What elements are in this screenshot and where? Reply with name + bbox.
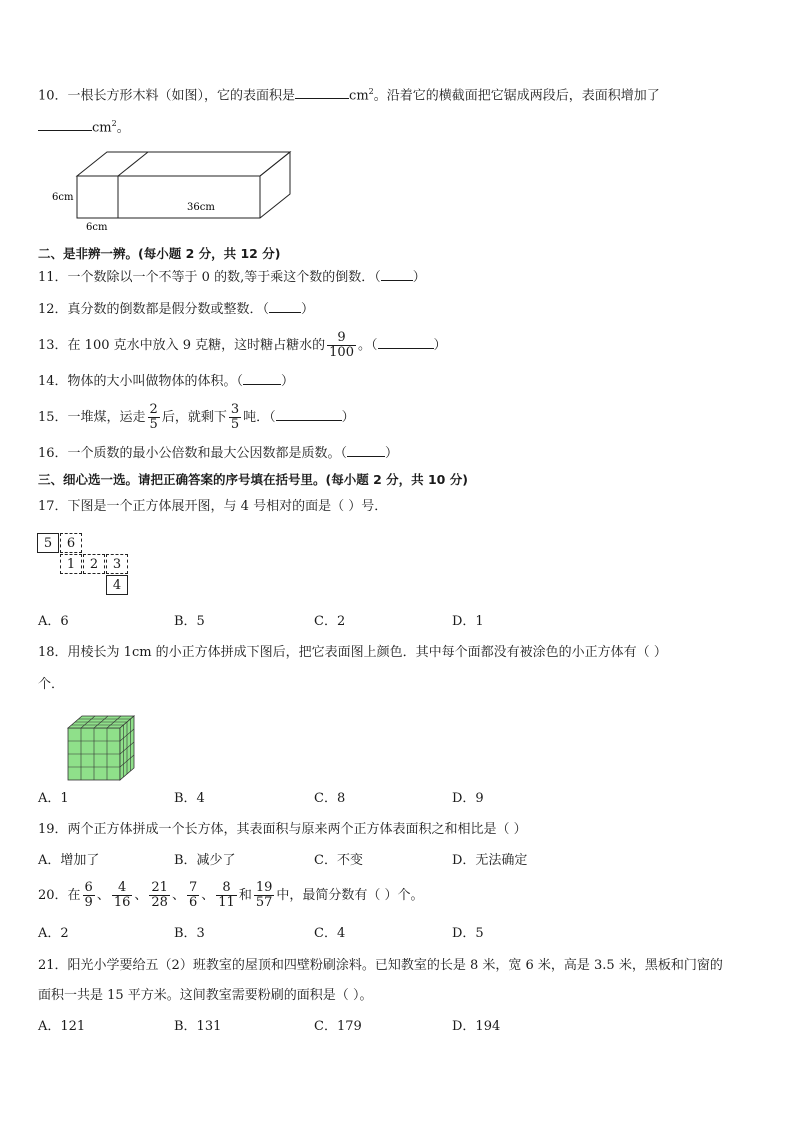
q18-cube-figure xyxy=(66,714,140,782)
box-top-face xyxy=(77,152,290,176)
q11-answer-blank[interactable] xyxy=(381,268,413,281)
question-21-line2: 面积一共是 15 平方米。这间教室需要粉刷的面积是（ ）。 xyxy=(38,988,373,1003)
q20-sep: 、 xyxy=(171,888,185,903)
q20-option-a[interactable]: A．2 xyxy=(38,926,69,941)
q12-close: ） xyxy=(301,302,315,317)
question-10-line1 xyxy=(38,82,660,106)
box-edge-top xyxy=(118,152,148,176)
q15-fraction-2 xyxy=(229,403,241,432)
question-18-line2: 个． xyxy=(38,677,65,692)
q18-option-c[interactable]: C．8 xyxy=(314,791,346,806)
question-13 xyxy=(38,330,447,362)
net-face: 2 xyxy=(83,554,105,574)
q19-options xyxy=(38,851,758,871)
section-3-heading: 三、细心选一选。请把正确答案的序号填在括号里。(每小题 2 分，共 10 分) xyxy=(38,472,468,487)
q20-option-c[interactable]: C．4 xyxy=(314,926,346,941)
q20-options xyxy=(38,924,758,944)
q18-options xyxy=(38,789,758,809)
q16-text: 16．一个质数的最小公倍数和最大公因数都是质数。（ xyxy=(38,446,348,461)
q13-text-a: 13．在 100 克水中放入 9 克糖，这时糖占糖水的 xyxy=(38,338,326,353)
q20-frac-num: 7 xyxy=(188,880,198,895)
q17-option-b[interactable]: B．5 xyxy=(174,614,205,629)
q21-option-a[interactable]: A．121 xyxy=(38,1019,86,1034)
question-21-line1: 21．阳光小学要给五（2）班教室的屋顶和四壁粉刷涂料。已知教室的长是 8 米，宽 6 米，高是 3.5 米，黑板和门窗的 xyxy=(38,958,723,973)
q20-frac-num: 4 xyxy=(117,880,127,895)
q16-close: ） xyxy=(385,446,399,461)
q13-frac-den: 100 xyxy=(329,345,354,360)
q13-close: ） xyxy=(433,338,447,353)
q10-unit-exp-1: 2 xyxy=(368,87,374,96)
q19-option-a[interactable]: A．增加了 xyxy=(38,853,100,868)
q20-text-b: 中，最简分数有（ ）个。 xyxy=(276,888,424,903)
question-19: 19．两个正方体拼成一个长方体，其表面积与原来两个正方体表面积之和相比是（ ） xyxy=(38,822,527,837)
net-face: 3 xyxy=(106,554,128,574)
q17-option-c[interactable]: C．2 xyxy=(314,614,346,629)
q19-option-b[interactable]: B．减少了 xyxy=(174,853,236,868)
q15-frac2-num: 3 xyxy=(230,402,240,417)
q20-fraction xyxy=(216,881,237,910)
q17-option-d[interactable]: D．1 xyxy=(452,614,484,629)
q15-frac1-den: 5 xyxy=(149,417,158,432)
q15-close: ） xyxy=(341,410,355,425)
q13-text-b: 。（ xyxy=(357,338,378,353)
q11-text: 11．一个数除以一个不等于 0 的数,等于乘这个数的倒数．（ xyxy=(38,270,381,285)
q20-sep: 、 xyxy=(201,888,215,903)
q18-option-a[interactable]: A．1 xyxy=(38,791,69,806)
q20-frac-den: 28 xyxy=(151,895,168,910)
q10-answer-blank-2[interactable] xyxy=(38,116,92,131)
box-width-label: 6cm xyxy=(86,222,108,233)
q16-answer-blank[interactable] xyxy=(347,444,385,457)
q20-sep: 、 xyxy=(96,888,110,903)
q20-fraction xyxy=(149,881,170,910)
q21-option-d[interactable]: D．194 xyxy=(452,1019,501,1034)
q18-option-b[interactable]: B．4 xyxy=(174,791,205,806)
q20-and: 和 xyxy=(238,888,252,903)
question-11 xyxy=(38,268,426,288)
net-face: 6 xyxy=(60,533,82,553)
net-face: 4 xyxy=(106,575,128,595)
q20-frac-den: 6 xyxy=(188,895,198,910)
box-length-label: 36cm xyxy=(187,202,215,213)
q13-fraction xyxy=(327,331,356,360)
net-face: 5 xyxy=(37,533,59,553)
question-12 xyxy=(38,300,314,320)
q20-frac-den: 57 xyxy=(255,895,273,910)
q15-text-c: 吨．（ xyxy=(243,410,276,425)
q20-frac-num: 21 xyxy=(151,880,168,895)
q21-option-b[interactable]: B．131 xyxy=(174,1019,222,1034)
question-16 xyxy=(38,444,398,464)
question-14 xyxy=(38,372,294,392)
q20-frac-num: 8 xyxy=(222,880,231,895)
q19-option-c[interactable]: C．不变 xyxy=(314,853,363,868)
question-18-line1: 18．用棱长为 1cm 的小正方体拼成下图后，把它表面图上颜色．其中每个面都没有被涂色的小正方体有（ ） xyxy=(38,645,667,660)
q14-close: ） xyxy=(281,374,295,389)
q15-answer-blank[interactable] xyxy=(276,408,342,421)
q14-answer-blank[interactable] xyxy=(243,372,281,385)
q20-fraction xyxy=(83,881,95,910)
q13-answer-blank[interactable] xyxy=(378,336,434,349)
question-15 xyxy=(38,402,355,434)
question-10-line2 xyxy=(38,114,130,138)
q10-text-a: 10．一根长方形木料（如图），它的表面积是 xyxy=(38,88,296,104)
q15-fraction-1 xyxy=(148,403,160,432)
q20-frac-den: 11 xyxy=(218,895,235,910)
q10-unit-1: cm xyxy=(349,88,369,104)
box-height-label: 6cm xyxy=(52,192,74,203)
question-20 xyxy=(38,880,424,912)
question-17: 17．下图是一个正方体展开图，与 4 号相对的面是（ ）号． xyxy=(38,499,388,514)
q20-frac-den: 16 xyxy=(113,895,131,910)
q20-frac-den: 9 xyxy=(84,895,93,910)
q10-answer-blank-1[interactable] xyxy=(295,84,349,99)
q15-frac2-den: 5 xyxy=(230,417,240,432)
q10-text-b: 。沿着它的横截面把它锯成两段后，表面积增加了 xyxy=(373,88,660,104)
q12-text: 12．真分数的倒数都是假分数或整数．（ xyxy=(38,302,270,317)
q15-text-a: 15．一堆煤，运走 xyxy=(38,410,146,425)
q20-fraction xyxy=(187,881,199,910)
q11-close: ） xyxy=(412,270,426,285)
q13-frac-num: 9 xyxy=(337,330,346,345)
q20-sep: 、 xyxy=(134,888,148,903)
section-2-heading: 二、是非辨一辨。(每小题 2 分，共 12 分) xyxy=(38,246,281,261)
q21-option-c[interactable]: C．179 xyxy=(314,1019,362,1034)
q15-text-b: 后，就剩下 xyxy=(161,410,227,425)
q21-options xyxy=(38,1017,758,1037)
q15-frac1-num: 2 xyxy=(149,402,158,417)
q20-option-b[interactable]: B．3 xyxy=(174,926,205,941)
q20-option-d[interactable]: D．5 xyxy=(452,926,484,941)
q17-options xyxy=(38,612,758,632)
q10-box-figure xyxy=(40,146,310,236)
q10-unit-2: cm xyxy=(92,120,112,136)
q12-answer-blank[interactable] xyxy=(269,300,301,313)
q17-option-a[interactable]: A．6 xyxy=(38,614,69,629)
q10-unit-exp-2: 2 xyxy=(111,119,117,128)
q20-text-a: 20．在 xyxy=(38,888,81,903)
q14-text: 14．物体的大小叫做物体的体积。（ xyxy=(38,374,244,389)
q20-frac-num: 19 xyxy=(255,880,273,895)
q10-end: 。 xyxy=(116,120,130,136)
q20-frac-num: 6 xyxy=(84,880,93,895)
q20-fraction xyxy=(254,881,275,910)
box-front-face xyxy=(77,176,118,218)
q18-option-d[interactable]: D．9 xyxy=(452,791,484,806)
q19-option-d[interactable]: D．无法确定 xyxy=(452,853,528,868)
net-face: 1 xyxy=(60,554,82,574)
q20-fraction xyxy=(112,881,133,910)
